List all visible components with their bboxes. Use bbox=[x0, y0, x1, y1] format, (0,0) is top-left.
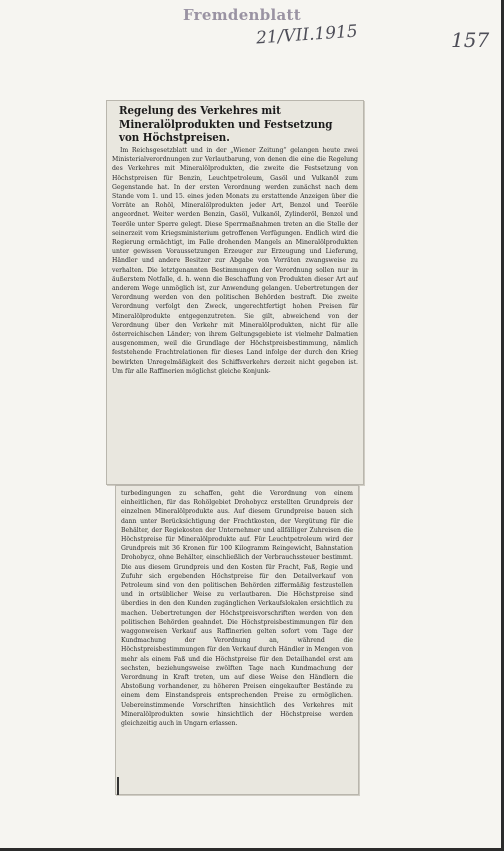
handwritten-date: 21/VII.1915 bbox=[255, 21, 359, 49]
article-body-part-1 bbox=[112, 146, 358, 480]
article-body-part-2 bbox=[121, 489, 353, 789]
article-paragraph: Im Reichsgesetzblatt und in der „Wiener Zeitung“ gelangen heute zwei Ministerialverordnungen zur Verlautbarung, von denen die eine die Regelung des Verkehres mit Mineralölprodukten, die zweite die Festsetzung von Höchstpreisen für Benzin, Leuchtpetroleum, Gasöl und Vulkanöl zum Gegenstande hat. In der ersten Verordnung werden zunächst nach dem Stande vom 1. und 15. eines jeden Monats zu erstattende Anzeigen über die Vorräte an Rohöl, Mineralölprodukten jeder Art, Benzol und Teeröle angeordnet. Weiter werden Benzin, Gasöl, Vulkanöl, Zylinderöl, Benzol und Teeröle unter Sperre gelegt. Diese Sperrmaßnahmen treten an die Stelle der seinerzeit vom Kriegsministerium getroffenen Verfügungen. Endlich wird die Regierung ermächtigt, im Falle drohenden Mangels an Mineralölprodukten unter gewissen Voraussetzungen Erzeuger zur Erzeugung und Lieferung, Händler und andere Besitzer zur Abgabe von Vorräten zwangsweise zu verhalten. Die letztgenannten Bestimmungen der Verordnung sollen nur in äußerstem Notfalle, d. h. wenn die Beschaffung von Produkten dieser Art auf anderem Wege unmöglich ist, zur Anwendung gelangen. Uebertretungen der Verordnung werden von den politischen Behörden bestraft. Die zweite Verordnung verfolgt den Zweck, ungerechtfertigt hohen Preisen für Mineralölprodukte entgegenzutreten. Sie gilt, abweichend von der Verordnung über den Verkehr mit Mineralölprodukten, nicht für alle österreichischen Länder; von ihrem Geltungsgebiete ist vielmehr Dalmatien ausgenommen, weil die Grundlage der Höchstpreisbestimmung, nämlich feststehende Frachtrelationen für dieses Land infolge der durch den Krieg bewirkten Unregelmäßigkeit des Schiffsverkehrs derzeit nicht gegeben ist. Um für alle Raffinerien möglichst gleiche Konjunk- bbox=[112, 147, 358, 375]
handwritten-folio-number: 157 bbox=[451, 28, 490, 52]
margin-bracket-mark bbox=[117, 777, 119, 795]
newspaper-stamp: Fremdenblatt bbox=[183, 6, 302, 24]
article-paragraph: turbedingungen zu schaffen, geht die Verordnung von einem einheitlichen, für das Rohölgebiet Drohobycz erstellten Grundpreis der einzelnen Mineralölprodukte aus. Auf diesem Grundpreise bauen sich dann unter Berücksichtigung der Frachtkosten, der Vergütung für die Behälter, der Regiekosten der Unternehmer und allfälliger Zuhreisen die Höchstpreise für Mineralölprodukte auf. Für Leuchtpetroleum wird der Grundpreis mit 36 Kronen für 100 Kilogramm Reingewicht, Bahnstation Drohobycz, ohne Behälter, einschließlich der Verbrauchssteuer bestimmt. Die aus diesem Grundpreis und den Kosten für Fracht, Faß, Regie und Zufuhr sich ergebenden Höchstpreise für den Detailverkauf von Petroleum sind von den politischen Behörden ziffermäßig festzustellen und in ortsüblicher Weise zu verlautbaren. Die Höchstpreise sind überdies in den den Kunden zugänglichen Verkaufslokalen ersichtlich zu machen. Uebertretungen der Höchstpreisvorschriften werden von den politischen Behörden geahndet. Die Höchstpreisbestimmungen für den waggonweisen Verkauf aus Raffinerien gelten sofort vom Tage der Kundmachung der Verordnung an, während die Höchstpreisbestimmungen für den Verkauf durch Händler in Mengen von mehr als einem Faß und die Höchstpreise für den Detailhandel erst am sechsten, beziehungsweise zwölften Tage nach Kundmachung der Verordnung in Kraft treten, um auf diese Weise den Händlern die Abstoßung vorhandener, zu höheren Preisen eingekaufter Bestände zu einem dem Einstandspreis entsprechenden Preise zu ermöglichen. Uebereinstimmende Vorschriften hinsichtlich des Verkehres mit Mineralölprodukten sowie hinsichtlich der Höchstpreise werden gleichzeitig auch in Ungarn erlassen. bbox=[121, 490, 353, 728]
article-headline: Regelung des Verkehres mit Mineralölprodukten und Festsetzung von Höchstpreisen. bbox=[119, 103, 333, 144]
